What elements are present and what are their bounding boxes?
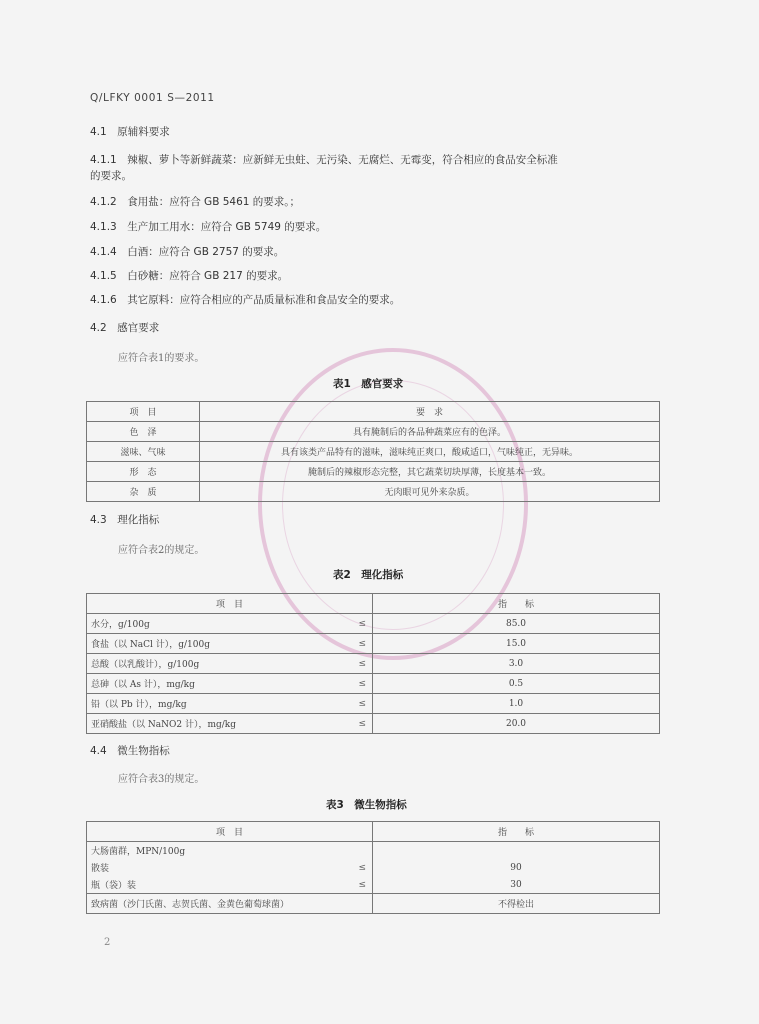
table-cell: 不得检出 [373,894,660,914]
table-row [87,894,660,914]
table-header-cell: 指 标 [373,594,660,614]
table-header-cell: 要 求 [200,402,660,422]
section-4-4-title: 4.4 微生物指标 [90,745,170,757]
standard-code: Q/LFKY 0001 S—2011 [90,92,215,104]
section-4-3-intro: 应符合表2的规定。 [118,545,205,556]
table-cell: 致病菌（沙门氏菌、志贺氏菌、金黄色葡萄球菌） [87,894,373,914]
table-cell: 90 [373,859,660,876]
table-cell: 水分，g/100g ≤ [87,614,373,634]
table-row [87,859,660,876]
table-row [87,594,660,614]
table-1-sensory [86,401,660,502]
section-4-2-title: 4.2 感官要求 [90,322,160,334]
clause-4-1-3: 4.1.3 生产加工用水：应符合 GB 5749 的要求。 [90,221,327,233]
table-cell: 总砷（以 As 计），mg/kg ≤ [87,674,373,694]
table-cell: 大肠菌群，MPN/100g [87,842,373,860]
table-cell: 形 态 [87,462,200,482]
table-header-cell: 项 目 [87,822,373,842]
table-row [87,822,660,842]
section-4-2-intro: 应符合表1的要求。 [118,353,205,364]
table-header-cell: 项 目 [87,594,373,614]
table-1-caption: 表1 感官要求 [333,378,404,390]
table-3-caption: 表3 微生物指标 [326,799,407,811]
table-header-cell: 指 标 [373,822,660,842]
table-cell: 总酸（以乳酸计），g/100g ≤ [87,654,373,674]
table-cell: 色 泽 [87,422,200,442]
table-row [87,422,660,442]
clause-4-1-1: 4.1.1 辣椒、萝卜等新鲜蔬菜：应新鲜无虫蛀、无污染、无腐烂、无霉变，符合相应的食品安全标准 [90,154,558,166]
table-cell: 无肉眼可见外来杂质。 [200,482,660,502]
table-cell: 30 [373,876,660,894]
table-cell: 1.0 [373,694,660,714]
table-row [87,674,660,694]
table-3-microbial [86,821,660,914]
table-cell: 食盐（以 NaCl 计），g/100g ≤ [87,634,373,654]
table-row [87,876,660,894]
table-row [87,614,660,634]
table-cell: 具有腌制后的各品种蔬菜应有的色泽。 [200,422,660,442]
table-cell: 0.5 [373,674,660,694]
page-number: 2 [104,937,111,948]
section-4-4-intro: 应符合表3的规定。 [118,774,205,785]
clause-4-1-5: 4.1.5 白砂糖：应符合 GB 217 的要求。 [90,270,289,282]
table-cell: 铅（以 Pb 计），mg/kg ≤ [87,694,373,714]
clause-4-1-1-cont: 的要求。 [90,170,132,182]
clause-4-1-4: 4.1.4 白酒：应符合 GB 2757 的要求。 [90,246,285,258]
table-cell: 具有该类产品特有的滋味，滋味纯正爽口，酸咸适口，气味纯正，无异味。 [200,442,660,462]
table-row [87,402,660,422]
table-row [87,654,660,674]
table-cell: 15.0 [373,634,660,654]
clause-4-1-6: 4.1.6 其它原料：应符合相应的产品质量标准和食品安全的要求。 [90,294,401,306]
table-2-physicochemical [86,593,660,734]
table-cell: 滋味、气味 [87,442,200,462]
table-cell: 杂 质 [87,482,200,502]
table-cell: 20.0 [373,714,660,734]
table-cell: 腌制后的辣椒形态完整，其它蔬菜切块厚薄，长度基本一致。 [200,462,660,482]
table-row [87,714,660,734]
clause-4-1-2: 4.1.2 食用盐：应符合 GB 5461 的要求。； [90,196,301,208]
table-cell: 亚硝酸盐（以 NaNO2 计），mg/kg ≤ [87,714,373,734]
table-row [87,462,660,482]
section-4-3-title: 4.3 理化指标 [90,514,160,526]
table-cell: 散装 ≤ [87,859,373,876]
table-row [87,442,660,462]
table-2-caption: 表2 理化指标 [333,569,404,581]
table-cell: 瓶（袋）装 ≤ [87,876,373,894]
table-cell: 3.0 [373,654,660,674]
table-row [87,694,660,714]
table-row [87,634,660,654]
table-row [87,842,660,860]
table-header-cell: 项 目 [87,402,200,422]
section-4-1-title: 4.1 原辅料要求 [90,126,170,138]
table-cell: 85.0 [373,614,660,634]
table-row [87,482,660,502]
table-cell [373,842,660,860]
